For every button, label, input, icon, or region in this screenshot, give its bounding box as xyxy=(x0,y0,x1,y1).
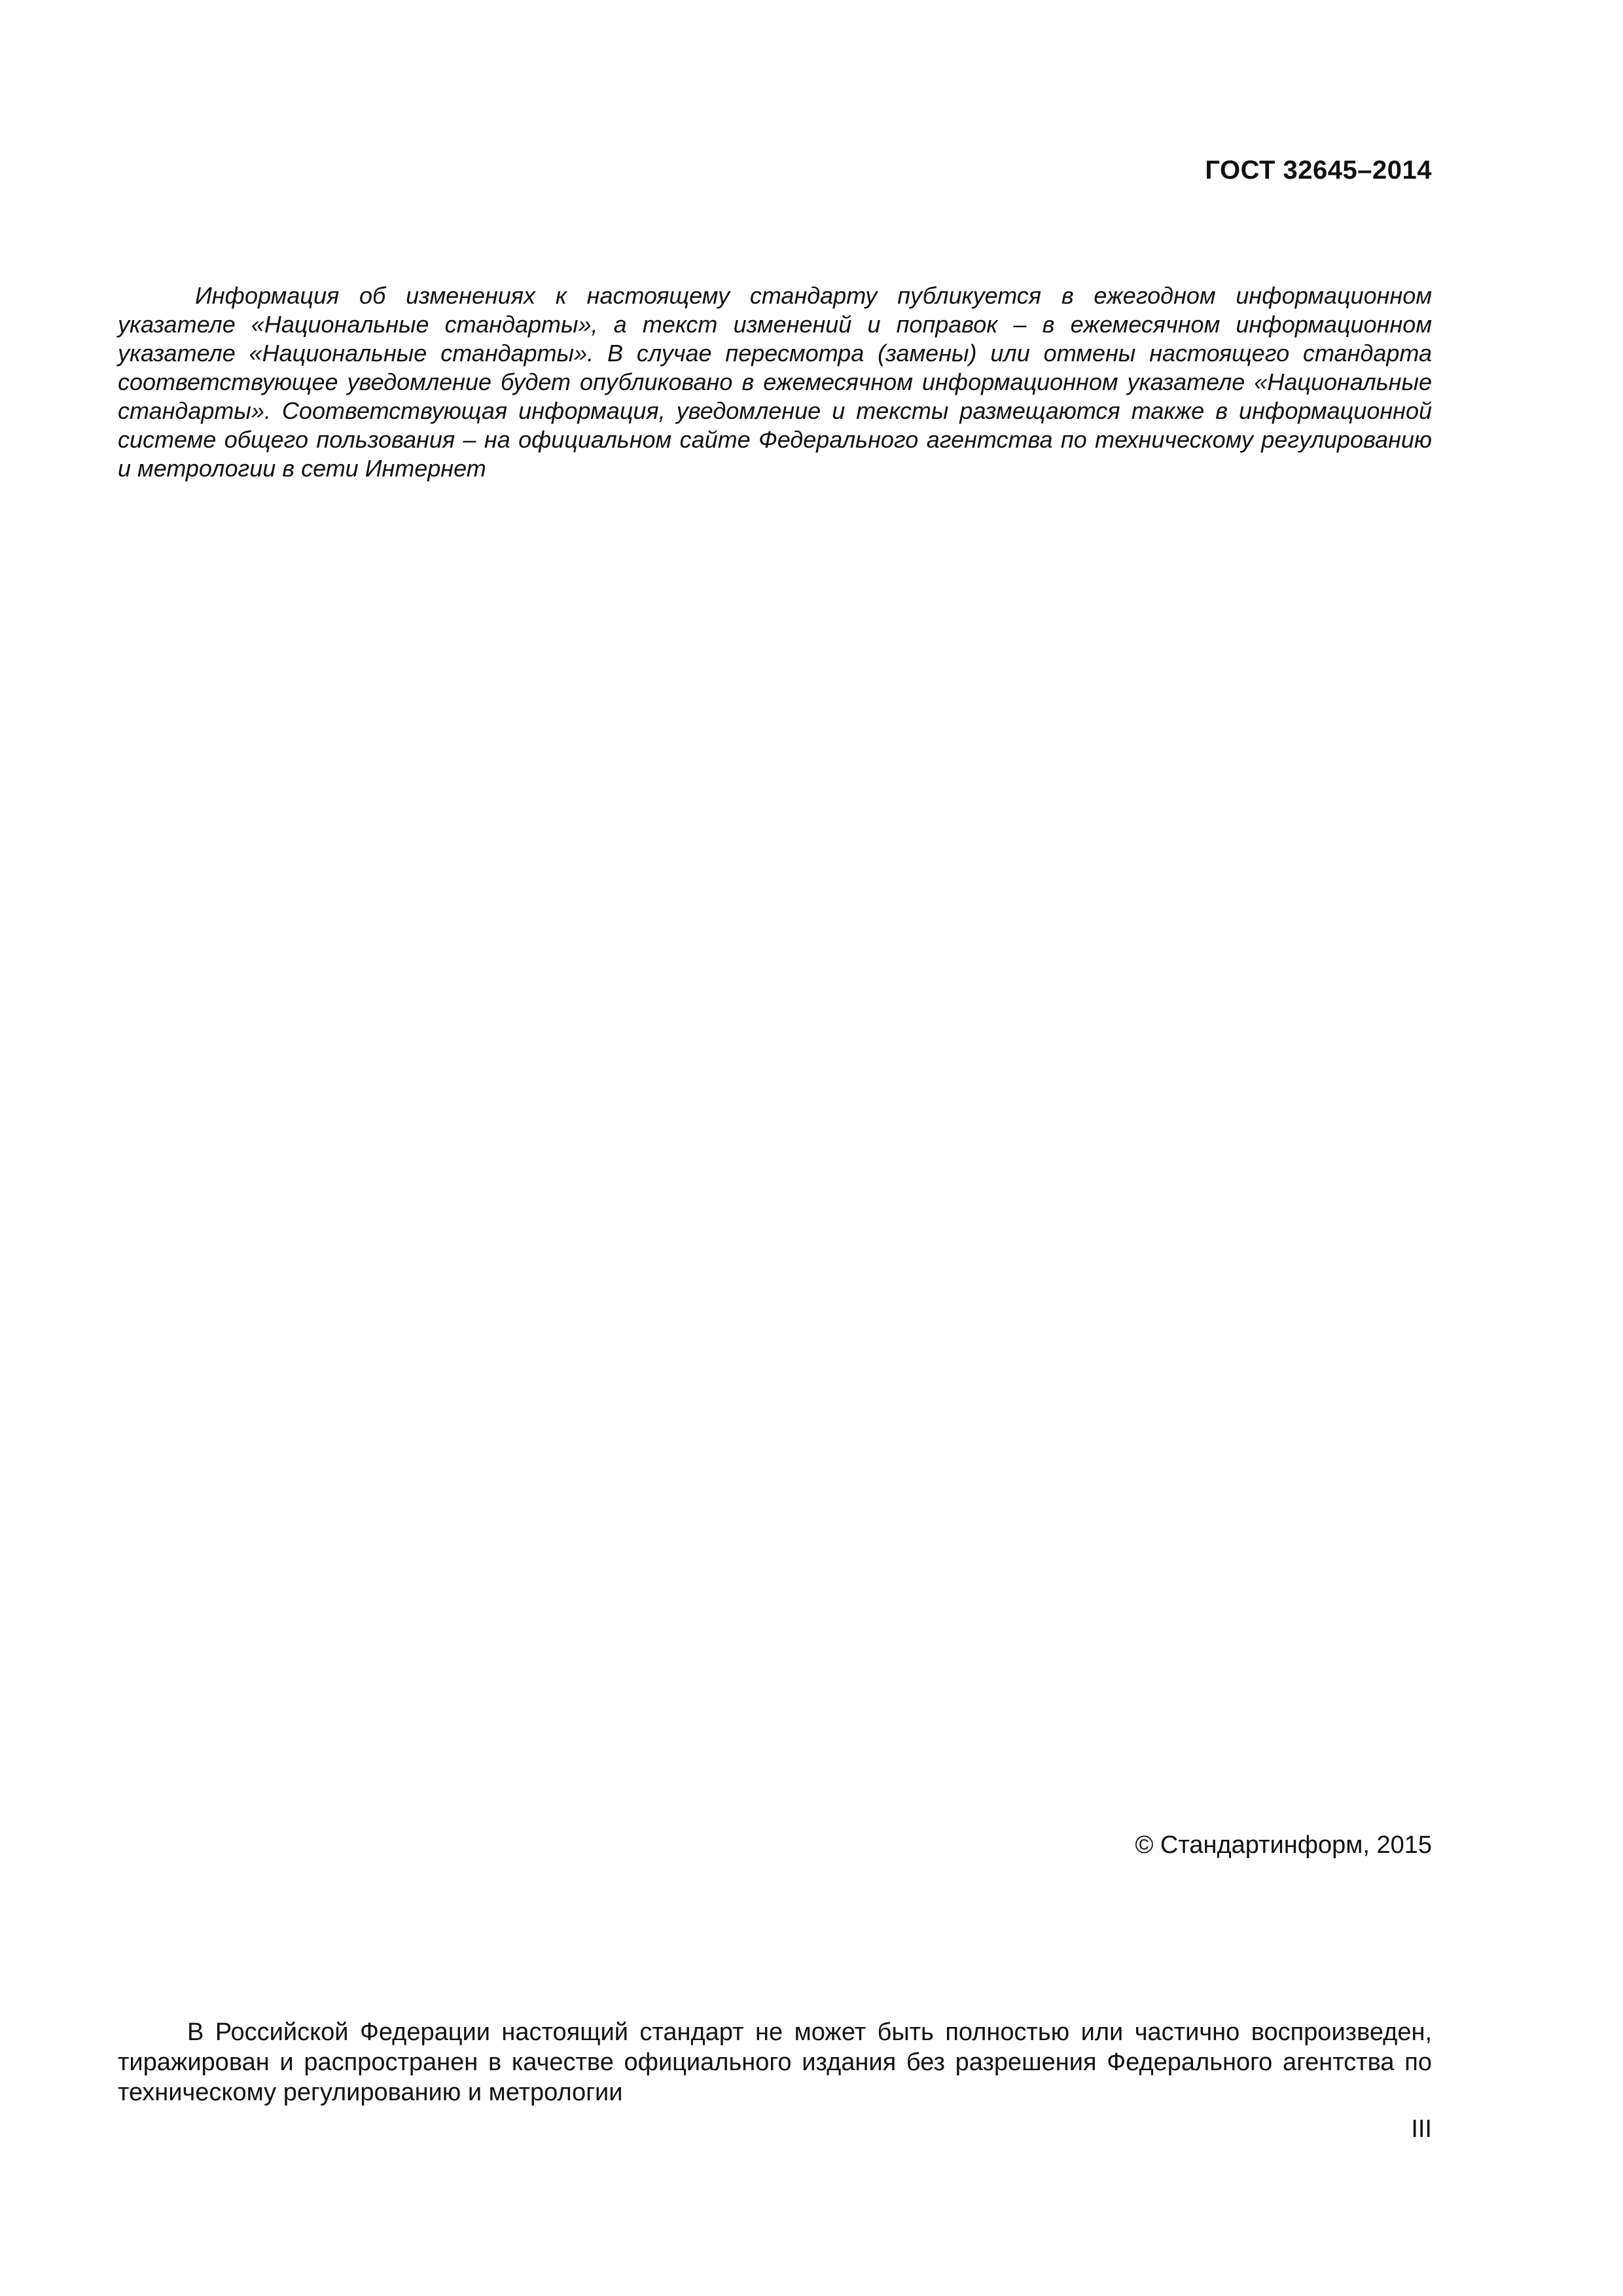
standard-code-header: ГОСТ 32645–2014 xyxy=(1205,156,1432,185)
page-number: III xyxy=(1411,2115,1432,2143)
amendments-information-paragraph: Информация об изменениях к настоящему стандарту публикуется в ежегодном информационном указателе «Национальные стандарты», а текст изменений и поправок – в ежемесячном информационном указателе «Национальные стандарты». В случае пересмотра (замены) или отмены настоящего стандарта соответствующее уведомление будет опубликовано в ежемесячном информационном указателе «Национальные стандарты». Соответствующая информация, уведомление и тексты размещаются также в информационной системе общего пользования – на официальном сайте Федерального агентства по техническому регулированию и метрологии в сети Интернет xyxy=(118,282,1432,482)
reproduction-restriction-paragraph: В Российской Федерации настоящий стандарт не может быть полностью или частично воспроизведен, тиражирован и распространен в качестве официального издания без разрешения Федерального агентства по техническому регулированию и метрологии xyxy=(118,2018,1432,2106)
copyright-notice: © Стандартинформ, 2015 xyxy=(1135,1831,1432,1859)
